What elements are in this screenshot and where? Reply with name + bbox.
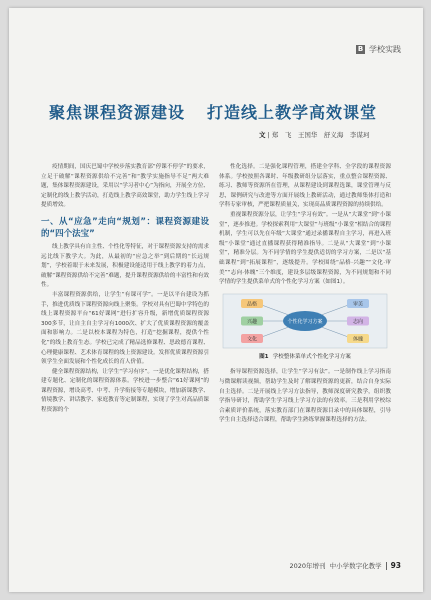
- title-part-1: 聚焦课程资源建设: [49, 103, 186, 122]
- magazine-page: [9, 8, 423, 592]
- article-title: [49, 100, 389, 123]
- right-column: [219, 163, 391, 426]
- node-label: 审美: [352, 301, 364, 308]
- title-part-2: 打造线上教学高效课堂: [207, 103, 378, 122]
- byline-sep: |: [267, 131, 270, 139]
- byline: [259, 130, 409, 139]
- node-label: 兴趣: [246, 318, 258, 325]
- node-label: 体魄: [352, 336, 364, 343]
- section-tag: [356, 44, 401, 55]
- paragraph: 线上教学具有自主性、个性化等特征，对于课程资源支持的需求远比线下教学大。为此，从最初的“应急之举”到后期的“长远规划”，学校着眼于未来发展，积极建设能适用于线上教学的着力点，破解“课程资源供给不完善”难题，提升课程资源供给的丰富性和有效性。: [41, 243, 210, 289]
- paragraph: 性化选择。二是强化课程管理，搭建全学科、全学段的课程资源体系。学校按照各课时、年级教研组分层落实，重点整合课程资源、练习、教师等资源所在管理，从课程建设到课程选课，课堂管理与反思，课例研究与改进等方面开展线上教研活动，通过教师集体打造和学科专家审核，严把课程质量关，实现高品质课程资源的持续供给。: [219, 164, 391, 209]
- paragraph: 疫情期间，国庆巴蜀中学校步落实教育部“停课不停学”的要求，立足于破解“课程资源供给不完善”和“教学实施指导不足”两大难题，集体课程资源建设，采用以“学习者中心”为指向，开展全方位、定制化的线上教学活动，打造线上教学高效课堂，助力学生线上学习提质增效。: [41, 164, 210, 209]
- figure-number: 图1: [259, 353, 269, 360]
- paragraph: 健全课程资源结构，让学生“学习有序”。一是优化课程结构，搭建专题化、定制化的课程资源体系。学校进一步整合“61好课网”的课程资源，增设高考、中考、升学衔接等专题模块，增加新课教学、情境教学、讲话教学、家庭教育等定制课程，实现了学生对高品质课程资源的个: [41, 368, 209, 414]
- byline-prefix: 文: [259, 131, 266, 139]
- section-mark: B: [357, 45, 364, 53]
- footer-divider: [386, 562, 387, 570]
- left-column: [41, 163, 209, 416]
- node-label: 文化: [246, 336, 258, 343]
- figure-1: [219, 292, 391, 350]
- section-label: 学校实践: [369, 45, 401, 54]
- figure-caption: [219, 353, 391, 363]
- issue-label: 2020年增刊: [289, 562, 326, 570]
- figure-caption-text: 学校整体菜单式个性化学习方案: [272, 353, 351, 360]
- paragraph: 丰富课程资源供给，让学生“有课可学”。一是以平台建设为抓手，推进优质线下课程资源向线上聚集。学校对具有巴蜀中学特色的线上课程资源平台“61好课网”进行扩容升级，新增优质课程资源300多节，让自主自主学习有1000次、扩大了优质课程资源的覆盖面和影响力。二是以校本课程为特色，打造“挖掘课程，提供个性化”的线上教育生态。学校已完成了精品选修课程、思政德育课程、心理健康课程、艺术体育课程的线上资源建设。发挥优质课程资源引领学生全面发展和个性化成长的育人价值。: [41, 291, 209, 366]
- page-number: 93: [390, 561, 401, 570]
- journal-name: 中小学数字化教学: [329, 562, 382, 570]
- section-heading: 一、从“应急”走向“规划”：课程资源建设的“四个法宝”: [41, 216, 209, 239]
- figure-diagram: [219, 292, 391, 350]
- byline-names: 郑 飞 王国华 舒义海 李谋珂: [271, 131, 370, 139]
- page-footer: [290, 561, 401, 570]
- paragraph: 指导课程资源选择，让学生“学习有法”。一是制作线上学习指南与微课解读视频，帮助学生及时了解课程资源的更新，结合自身实际自主选择。二是开展线上学习方法指导，教师深度研究教学，组织教学指导研讨，帮助学生学习线上学习方法的有效率。三是利用学校综合素质评价系统，落实教育部门在课程资源目录中的具体课程，引导学生自主选择适合课程，帮助学生熟练掌握课程选择的方法。: [219, 369, 391, 424]
- paragraph: 重视课程资源分层，让学生“学习有效”。一是从“大课堂”到“小课堂”，逐步推进。学校探索利用“大课堂”与班级“小课堂”相结合的课程机制，学生可以先在年级“大课堂”通过录播课程自主学习，再进入班级“小课堂”通过直播课程获得精准指导。二是从“大课堂”到“小课堂”，精准分层。为不同学情的学生提供适切的学习方案，二是以“基础课程”到“拓展课程”，逐级提升。学校围绕“品格·兴趣”“文化·审美”“志向·体魄”三个维度，建设多层级课程资源，为不同规划和不同学情的学生提供菜单式的个性化学习方案（如图1）。: [219, 211, 391, 286]
- node-label: 品格: [246, 301, 258, 308]
- center-label: 个性化学习方案: [287, 318, 323, 325]
- node-label: 志向: [352, 318, 364, 325]
